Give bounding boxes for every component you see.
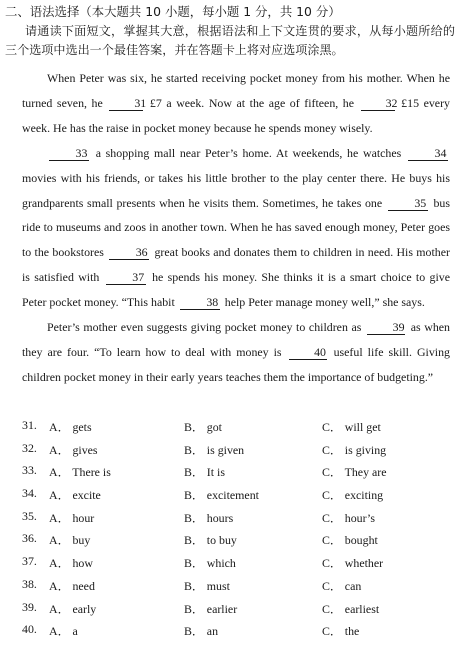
option-row	[22, 577, 452, 600]
option-b: B． an	[184, 624, 219, 639]
passage-text: help Peter manage money well,” she says.	[224, 295, 425, 310]
option-row	[22, 509, 452, 532]
option-b: B． which	[184, 556, 236, 571]
option-c: C． whether	[322, 556, 384, 571]
blank-36: 36	[109, 246, 149, 260]
passage-text: When Peter was six, he started receiving pocket money from his mother. When he turned seven, he	[22, 71, 450, 110]
section-heading: 二、语法选择（本大题共 10 小题，每小题 1 分，共 10 分）	[5, 4, 341, 19]
option-row	[22, 441, 452, 464]
option-row	[22, 531, 452, 554]
passage-text: a shopping mall near Peter’s home. At weekends, he watches	[95, 145, 402, 160]
option-a: A． need	[49, 578, 95, 593]
answer-options	[22, 418, 452, 645]
reading-passage	[22, 66, 450, 390]
option-c: C． They are	[322, 465, 387, 480]
section-instructions: 请通读下面短文，掌握其大意，根据语法和上下文连贯的要求，从每小题所给的三个选项中选出一个最佳答案，并在答题卡上将对应选项涂黑。	[5, 24, 455, 57]
option-b: B． must	[184, 578, 230, 593]
option-a: A． buy	[49, 533, 91, 548]
option-row	[22, 554, 452, 577]
passage-paragraph-3	[22, 315, 450, 390]
question-number: 37.	[22, 554, 37, 569]
option-b: B． to buy	[184, 533, 237, 548]
passage-text: as when they are four. “To learn how to deal with money is	[22, 320, 451, 359]
question-number: 36.	[22, 531, 37, 546]
question-number: 32.	[22, 440, 37, 455]
option-b: B． hours	[184, 510, 234, 525]
passage-text: Peter’s mother even suggests giving pocket money to children as	[47, 320, 362, 335]
question-number: 40.	[22, 622, 37, 637]
option-c: C． earliest	[322, 601, 380, 616]
option-row	[22, 463, 452, 486]
option-c: C． the	[322, 624, 360, 639]
option-a: A． a	[49, 624, 78, 639]
option-a: A． hour	[49, 510, 95, 525]
passage-text: useful life skill. Giving children pocket money in their early years teaches them the importance of budgeting.”	[22, 344, 450, 384]
option-a: A． gets	[49, 420, 92, 434]
option-b: B． It is	[184, 465, 225, 480]
option-row	[22, 418, 452, 441]
option-row	[22, 622, 452, 645]
blank-38: 38	[180, 296, 220, 310]
passage-text: movies with his friends, or takes his little brother to the play center there. He buys his grandparents small presents when he visits them. Sometimes, he takes one	[22, 170, 450, 210]
option-c: C． is giving	[322, 442, 387, 457]
option-c: C． will get	[322, 420, 381, 434]
option-b: B． got	[184, 420, 222, 434]
option-a: A． early	[49, 601, 97, 616]
blank-35: 35	[388, 197, 428, 211]
option-row	[22, 600, 452, 623]
option-c: C． can	[322, 578, 362, 593]
option-c: C． hour’s	[322, 510, 375, 525]
option-b: B． excitement	[184, 488, 259, 503]
question-number: 34.	[22, 486, 37, 501]
passage-text: bus ride to museums and zoos in another town. When he has saved enough money, Peter goes to the bookstores	[22, 195, 450, 260]
option-b: B． earlier	[184, 601, 238, 616]
question-number: 31.	[22, 418, 37, 432]
option-a: A． excite	[49, 488, 101, 503]
option-a: A． There is	[49, 465, 111, 480]
blank-34: 34	[408, 147, 448, 161]
blank-37: 37	[106, 271, 146, 285]
passage-paragraph-1	[22, 66, 450, 141]
option-b: B． is given	[184, 442, 245, 457]
passage-paragraph-2	[22, 141, 450, 315]
blank-39: 39	[367, 321, 405, 335]
blank-40: 40	[289, 346, 327, 360]
option-row	[22, 486, 452, 509]
question-number: 35.	[22, 508, 37, 523]
question-number: 38.	[22, 576, 37, 591]
passage-text: £7 a week. Now at the age of fifteen, he	[149, 95, 355, 110]
passage-text: he spends his money. She thinks it is a smart choice to give Peter pocket money. “This habit	[22, 270, 450, 310]
blank-31: 31	[109, 97, 143, 111]
question-number: 39.	[22, 599, 37, 614]
question-number: 33.	[22, 463, 37, 478]
option-c: C． exciting	[322, 488, 384, 503]
option-a: A． gives	[49, 442, 98, 457]
option-a: A． how	[49, 556, 93, 571]
option-c: C． bought	[322, 533, 378, 548]
blank-33: 33	[49, 147, 89, 161]
passage-text: £15 every week. He has the raise in pocket money because he spends money wisely.	[22, 95, 450, 135]
passage-text: great books and donates them to children in need. His mother is satisfied with	[22, 245, 450, 285]
blank-32: 32	[361, 97, 395, 111]
